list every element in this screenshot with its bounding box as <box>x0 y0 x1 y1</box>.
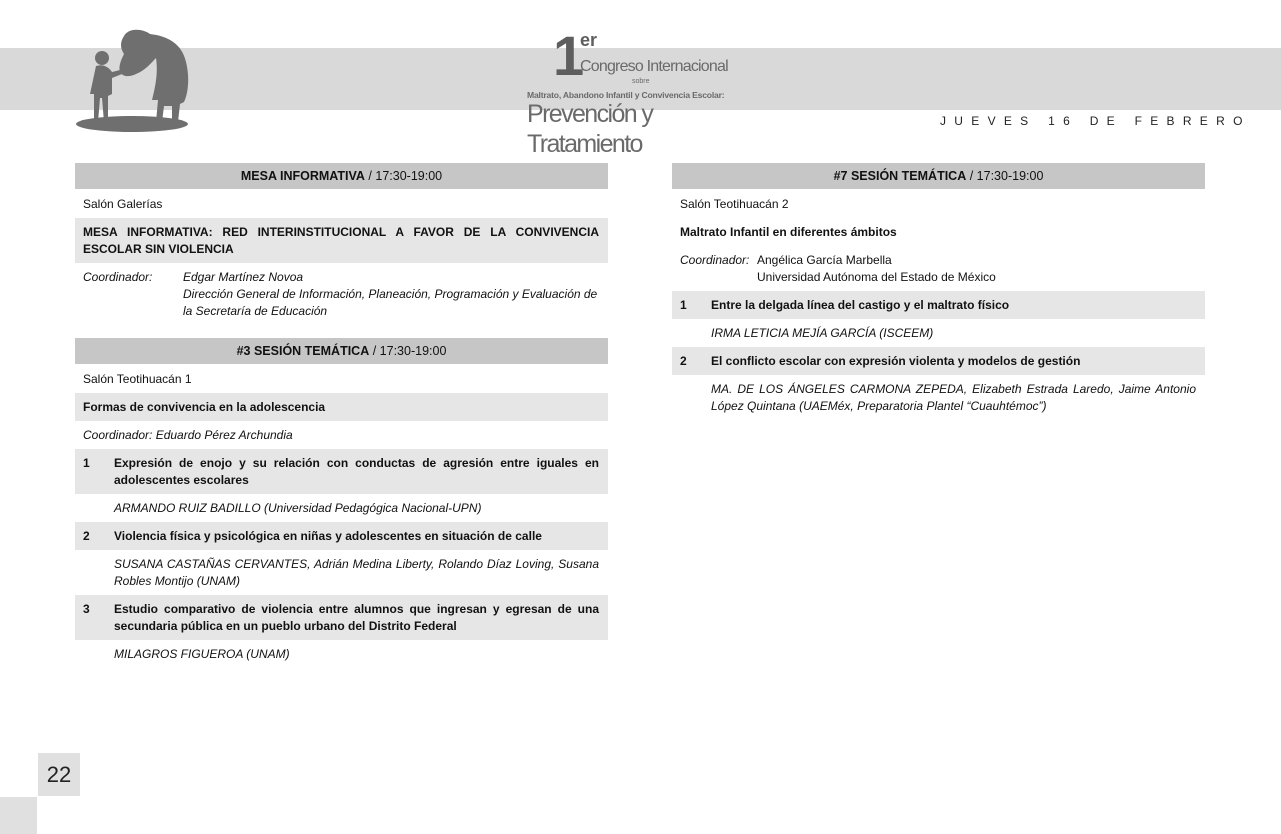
page-corner-block <box>0 797 37 834</box>
coordinator-institution: Dirección General de Información, Planeación, Programación y Evaluación de la Secretaría de Educación <box>183 287 598 318</box>
item-authors: IRMA LETICIA MEJÍA GARCÍA (ISCEEM) <box>711 326 934 340</box>
item-number: 1 <box>83 456 90 470</box>
presentation-item <box>672 347 1205 375</box>
coordinator <box>672 246 1205 291</box>
item-number: 2 <box>680 354 687 368</box>
session-time: / 17:30-19:00 <box>966 169 1044 183</box>
session-time: / 17:30-19:00 <box>369 344 447 358</box>
item-authors: ARMANDO RUIZ BADILLO (Universidad Pedagógica Nacional-UPN) <box>114 501 482 515</box>
session-7-header <box>672 163 1205 189</box>
room: Salón Galerías <box>83 197 163 211</box>
coordinator-institution: Universidad Autónoma del Estado de México <box>757 270 996 284</box>
session-theme: Formas de convivencia en la adolescencia <box>75 393 608 421</box>
coordinator-name: Edgar Martínez Novoa <box>183 270 304 284</box>
congress-title-logo <box>520 24 770 158</box>
item-number: 3 <box>83 602 90 616</box>
coordinator: Coordinador: Eduardo Pérez Archundia <box>83 428 293 442</box>
session-3-header <box>75 338 608 364</box>
date-heading: JUEVES 16 DE FEBRERO <box>940 114 1251 128</box>
presentation-item <box>75 522 608 550</box>
presentation-item <box>75 595 608 640</box>
room: Salón Teotihuacán 2 <box>680 197 789 211</box>
item-title: Estudio comparativo de violencia entre alumnos que ingresan y egresan de una secundaria pública en un pueblo urbano del Distrito Federal <box>114 602 599 633</box>
session-theme: Maltrato Infantil en diferentes ámbitos <box>680 225 897 239</box>
item-number: 1 <box>680 298 687 312</box>
logo-ordinal: 1 <box>553 24 583 87</box>
item-title: Entre la delgada línea del castigo y el maltrato físico <box>711 298 1010 312</box>
coordinator-name: Angélica García Marbella <box>757 253 892 267</box>
item-authors: MA. DE LOS ÁNGELES CARMONA ZEPEDA, Elizabeth Estrada Laredo, Jaime Antonio López Quintana (UAEMéx, Preparatoria Plantel “Cuauhtémoc”) <box>711 382 1196 413</box>
item-title: Expresión de enojo y su relación con conductas de agresión entre iguales en adolescentes escolares <box>114 456 599 487</box>
session-title: MESA INFORMATIVA <box>240 169 365 183</box>
logo-sobre: sobre <box>632 78 650 85</box>
mesa-informativa-header <box>75 163 608 189</box>
page-number: 22 <box>38 753 80 796</box>
item-authors: MILAGROS FIGUEROA (UNAM) <box>114 647 290 661</box>
coordinator <box>75 263 608 325</box>
coordinator-label: Coordinador: <box>83 270 153 284</box>
coordinator-label: Coordinador: <box>680 253 750 267</box>
logo-ordinal-suffix: er <box>580 30 598 50</box>
presentation-item <box>672 291 1205 319</box>
logo-main-title: Prevención y Tratamiento <box>527 100 653 158</box>
session-theme: MESA INFORMATIVA: RED INTERINSTITUCIONAL A FAVOR DE LA CONVIVENCIA ESCOLAR SIN VIOLENCIA <box>75 218 608 263</box>
room: Salón Teotihuacán 1 <box>83 372 192 386</box>
item-title: El conflicto escolar con expresión violenta y modelos de gestión <box>711 354 1081 368</box>
item-title: Violencia física y psicológica en niñas y adolescentes en situación de calle <box>114 529 542 543</box>
item-authors: SUSANA CASTAÑAS CERVANTES, Adrián Medina Liberty, Rolando Díaz Loving, Susana Robles Montijo (UNAM) <box>114 557 599 588</box>
logo-congress: Congreso Internacional <box>580 58 728 75</box>
session-time: / 17:30-19:00 <box>364 169 443 183</box>
left-column <box>75 163 608 668</box>
item-number: 2 <box>83 529 90 543</box>
right-column <box>672 163 1205 420</box>
session-title: #7 SESIÓN TEMÁTICA <box>833 169 967 183</box>
logo-subtitle: Maltrato, Abandono Infantil y Convivencia Escolar: <box>527 90 725 100</box>
presentation-item <box>75 449 608 494</box>
session-title: #3 SESIÓN TEMÁTICA <box>236 344 370 358</box>
mother-child-silhouette-logo <box>76 28 196 132</box>
